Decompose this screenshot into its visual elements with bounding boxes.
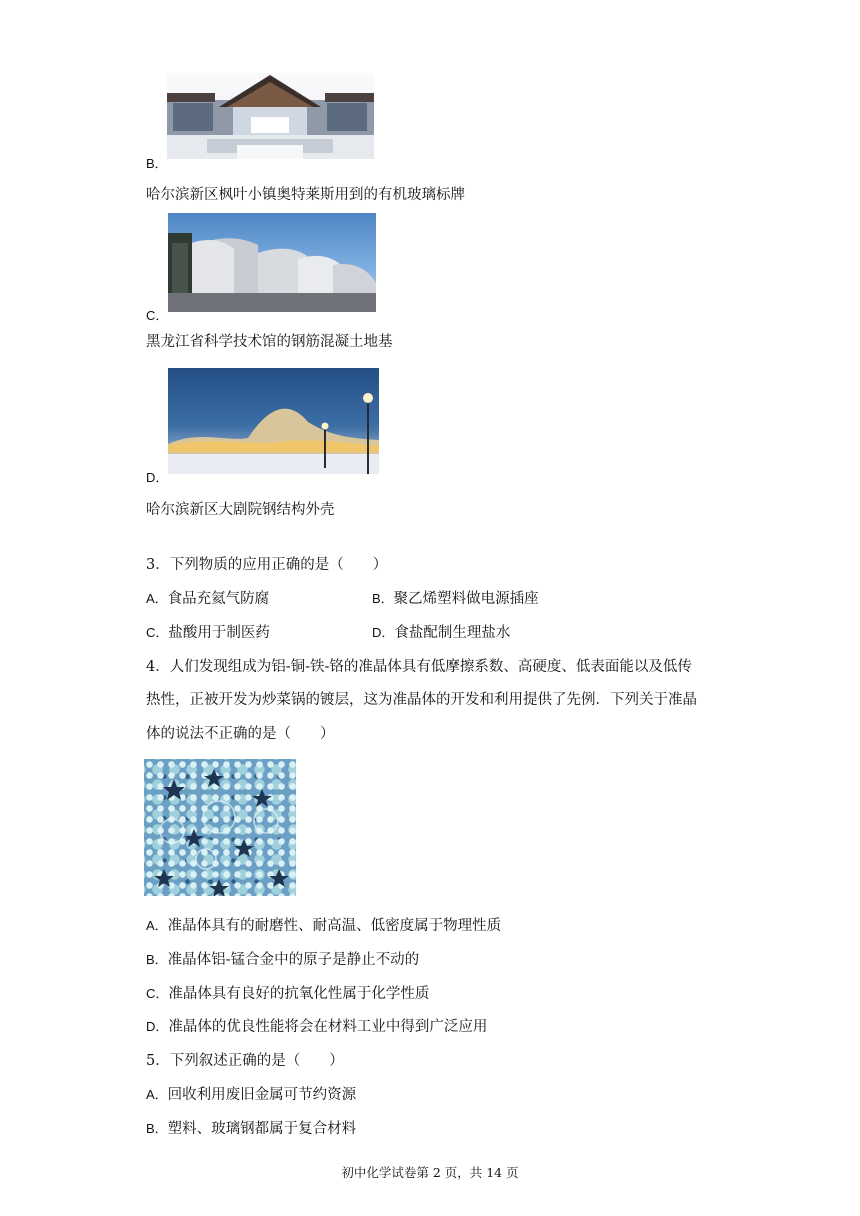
question-5-stem: 5．下列叙述正确的是（ ） [146,1053,344,1069]
option-d-caption: 哈尔滨新区大剧院钢结构外壳 [146,502,335,518]
question-4-option-b [146,951,419,969]
option-text: 准晶体的优良性能将会在材料工业中得到广泛应用 [168,1019,488,1035]
option-c-image-science-museum [168,213,376,312]
option-b-letter: B． [146,156,168,171]
option-b-image-lodge [167,73,374,159]
question-3-option-a [146,590,269,608]
option-text: 回收利用废旧金属可节约资源 [167,1087,357,1103]
option-text: 准晶体具有的耐磨性、耐高温、低密度属于物理性质 [167,918,502,934]
question-5-option-a [146,1086,356,1104]
question-4-stem-line-3: 体的说法不正确的是（ ） [146,726,335,742]
option-letter: B． [146,952,168,967]
page-footer: 初中化学试卷第 2 页，共 14 页 [341,1165,519,1180]
option-c-caption: 黑龙江省科学技术馆的钢筋混凝土地基 [146,334,393,350]
question-3-option-c [146,624,270,642]
question-3-option-b [372,590,539,608]
option-letter: B． [372,591,394,606]
option-letter: A． [146,918,168,933]
option-letter: D． [146,1019,169,1034]
option-text: 准晶体具有良好的抗氧化性属于化学性质 [168,986,430,1002]
quasicrystal-pattern-image [144,759,296,896]
option-text: 聚乙烯塑料做电源插座 [393,591,539,607]
option-text: 塑料、玻璃钢都属于复合材料 [167,1121,357,1137]
question-4-stem-line-2: 热性，正被开发为炒菜锅的镀层，这为准晶体的开发和利用提供了先例．下列关于准晶 [146,692,697,708]
option-d-image-opera-house [168,368,379,474]
question-5-option-b [146,1120,356,1138]
option-text: 食盐配制生理盐水 [394,625,511,641]
question-4-stem-line-1: 4．人们发现组成为铝-铜-铁-铬的准晶体具有低摩擦系数、高硬度、低表面能以及低传 [146,659,692,675]
option-b-caption: 哈尔滨新区枫叶小镇奥特莱斯用到的有机玻璃标牌 [146,187,465,203]
option-c-letter: C． [146,308,169,323]
option-text: 准晶体铝-锰合金中的原子是静止不动的 [167,952,420,968]
question-4-option-c [146,985,429,1003]
option-d-letter: D． [146,470,169,485]
option-letter: C． [146,625,169,640]
question-3-stem: 3．下列物质的应用正确的是（ ） [146,557,388,573]
question-4-option-a [146,917,501,935]
option-letter: C． [146,986,169,1001]
option-text: 食品充氦气防腐 [167,591,270,607]
option-text: 盐酸用于制医药 [168,625,270,641]
question-4-option-d [146,1018,487,1036]
option-letter: A． [146,591,168,606]
question-3-option-d [372,624,510,642]
option-letter: D． [372,625,395,640]
option-letter: B． [146,1121,168,1136]
option-letter: A． [146,1087,168,1102]
